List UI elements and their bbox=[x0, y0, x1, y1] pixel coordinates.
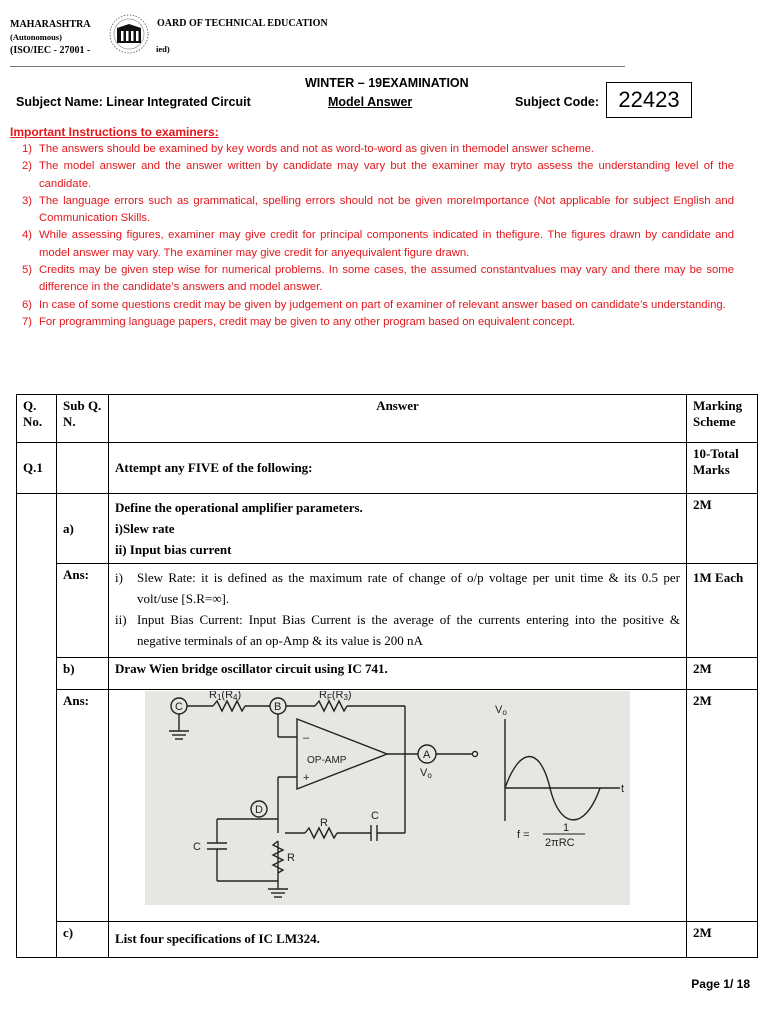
instructions-list bbox=[10, 141, 734, 331]
table-row bbox=[17, 658, 758, 690]
org-name-right: OARD OF TECHNICAL EDUCATION bbox=[157, 18, 328, 29]
instruction-text: Credits may be given step wise for numerical problems. In some cases, the assumed constantvalues may vary and there may be some difference in the candidate’s answers and model answer. bbox=[39, 264, 734, 294]
answer-item bbox=[115, 567, 680, 609]
org-iso-left: (ISO/IEC - 27001 - bbox=[10, 45, 91, 56]
answer-item-number: ii) bbox=[115, 612, 127, 627]
qa-question-line: ii) Input bias current bbox=[115, 542, 232, 557]
header-divider bbox=[10, 66, 625, 67]
model-answer-label: Model Answer bbox=[328, 95, 413, 109]
qb-question: Draw Wien bridge oscillator circuit using IC 741. bbox=[109, 658, 687, 690]
opamp-label: OP-AMP bbox=[307, 755, 347, 766]
c-feedback-label: C bbox=[371, 810, 379, 822]
c-shunt-label: C bbox=[193, 841, 201, 853]
qb-answer bbox=[109, 690, 687, 922]
node-d-label: D bbox=[255, 804, 263, 816]
org-autonomous: (Autonomous) bbox=[10, 32, 62, 42]
instruction-item bbox=[10, 141, 734, 158]
instruction-item bbox=[10, 314, 734, 331]
qa-question bbox=[109, 494, 687, 564]
rf-label: RF(R3) bbox=[319, 691, 352, 702]
opamp-plus: + bbox=[303, 772, 310, 784]
q1-number: Q.1 bbox=[17, 443, 57, 494]
instruction-text: The answers should be examined by key words and not as word-to-word as given in themodel answer scheme. bbox=[39, 143, 595, 155]
instruction-text: While assessing figures, examiner may give credit for principal components indicated in thefigure. The figures drawn by candidate and model answer may vary. The examiner may give credit for anyequivalent figure drawn. bbox=[39, 229, 734, 259]
instruction-item bbox=[10, 193, 734, 228]
header-answer: Answer bbox=[109, 395, 687, 443]
table-row bbox=[17, 564, 758, 658]
qb-sub: b) bbox=[57, 658, 109, 690]
instructions-heading: Important Instructions to examiners: bbox=[10, 125, 219, 139]
instruction-number: 2) bbox=[21, 160, 32, 173]
table-row bbox=[17, 443, 758, 494]
qb-ans-marks: 2M bbox=[687, 690, 758, 922]
qa-marks: 2M bbox=[687, 494, 758, 564]
org-header bbox=[10, 18, 91, 57]
wave-t-label: t bbox=[621, 783, 625, 795]
qa-sub: a) bbox=[57, 494, 109, 564]
qc-marks: 2M bbox=[687, 922, 758, 958]
qb-ans-label: Ans: bbox=[57, 690, 109, 922]
table-row bbox=[17, 494, 758, 564]
instruction-item bbox=[10, 262, 734, 297]
instruction-text: The language errors such as grammatical, spelling errors should not be given moreImportance (Not applicable for subject English and Communication Skills. bbox=[39, 194, 734, 225]
r-feedback-label: R bbox=[320, 817, 328, 829]
wave-vo-label: Vo bbox=[495, 704, 507, 717]
header-marking: Marking Scheme bbox=[687, 395, 758, 443]
r-shunt-label: R bbox=[287, 852, 295, 864]
instruction-number: 5) bbox=[21, 264, 32, 277]
qb-marks: 2M bbox=[687, 658, 758, 690]
freq-denominator: 2πRC bbox=[545, 837, 575, 849]
qa-answer bbox=[109, 564, 687, 658]
exam-title: WINTER – 19EXAMINATION bbox=[305, 76, 469, 90]
freq-eq-label: f = bbox=[517, 829, 530, 841]
instruction-text: In case of some questions credit may be given by judgement on part of examiner of relevant answer based on candidate’s understanding. bbox=[39, 298, 726, 311]
table-row bbox=[17, 922, 758, 958]
instruction-text: For programming language papers, credit may be given to any other program based on equivalent concept. bbox=[39, 315, 576, 328]
org-name-left: MAHARASHTRA bbox=[10, 19, 91, 30]
instruction-text: The model answer and the answer written by candidate may vary but the examiner may tryto assess the understanding level of the candidate. bbox=[39, 160, 734, 190]
qa-ans-label: Ans: bbox=[57, 564, 109, 658]
answer-item-text: Slew Rate: it is defined as the maximum rate of change of o/p voltage per unit time & its 0.5 per volt/use [S.R=∞]. bbox=[137, 570, 680, 606]
q-empty-col bbox=[17, 494, 57, 958]
wien-bridge-circuit-diagram bbox=[145, 691, 630, 905]
q1-instruction: Attempt any FIVE of the following: bbox=[109, 443, 687, 494]
opamp-minus: – bbox=[303, 732, 310, 744]
instruction-number: 3) bbox=[21, 194, 32, 207]
answer-item-text: Input Bias Current: Input Bias Current is the average of the currents entering into the positive & negative terminals of an op-Amp & its value is 200 nA bbox=[137, 612, 680, 648]
qc-question: List four specifications of IC LM324. bbox=[109, 922, 687, 958]
qa-question-line: i)Slew rate bbox=[115, 521, 175, 536]
org-iso-right: ied) bbox=[156, 44, 170, 54]
header-subq: Sub Q. N. bbox=[57, 395, 109, 443]
table-row bbox=[17, 690, 758, 922]
msbte-logo bbox=[106, 12, 152, 56]
qa-ans-marks: 1M Each bbox=[687, 564, 758, 658]
vo-label: Vo bbox=[420, 767, 432, 780]
node-c-label: C bbox=[175, 701, 183, 713]
subject-code-label: Subject Code: bbox=[515, 95, 600, 109]
header-qno: Q. No. bbox=[17, 395, 57, 443]
instruction-item bbox=[10, 227, 734, 262]
answer-table bbox=[16, 394, 758, 958]
instruction-number: 7) bbox=[21, 315, 32, 328]
answer-item-number: i) bbox=[115, 570, 123, 585]
qa-question-line: Define the operational amplifier parameters. bbox=[115, 500, 363, 515]
qc-sub: c) bbox=[57, 922, 109, 958]
freq-numerator: 1 bbox=[563, 822, 570, 834]
instruction-number: 1) bbox=[21, 143, 32, 155]
node-b-label: B bbox=[274, 701, 282, 713]
r1-label: R1(R4) bbox=[209, 691, 242, 702]
answer-item bbox=[115, 609, 680, 651]
subject-name: Subject Name: Linear Integrated Circuit bbox=[16, 95, 251, 109]
table-header-row bbox=[17, 395, 758, 443]
instruction-item bbox=[10, 297, 734, 314]
instruction-number: 6) bbox=[21, 298, 32, 311]
q1-sub-empty bbox=[57, 443, 109, 494]
q1-marks: 10-Total Marks bbox=[687, 443, 758, 494]
instruction-item bbox=[10, 158, 734, 193]
instruction-number: 4) bbox=[21, 229, 32, 242]
page-number: Page 1/ 18 bbox=[691, 977, 750, 991]
subject-code-box: 22423 bbox=[606, 82, 692, 118]
node-a-label: A bbox=[423, 749, 431, 761]
